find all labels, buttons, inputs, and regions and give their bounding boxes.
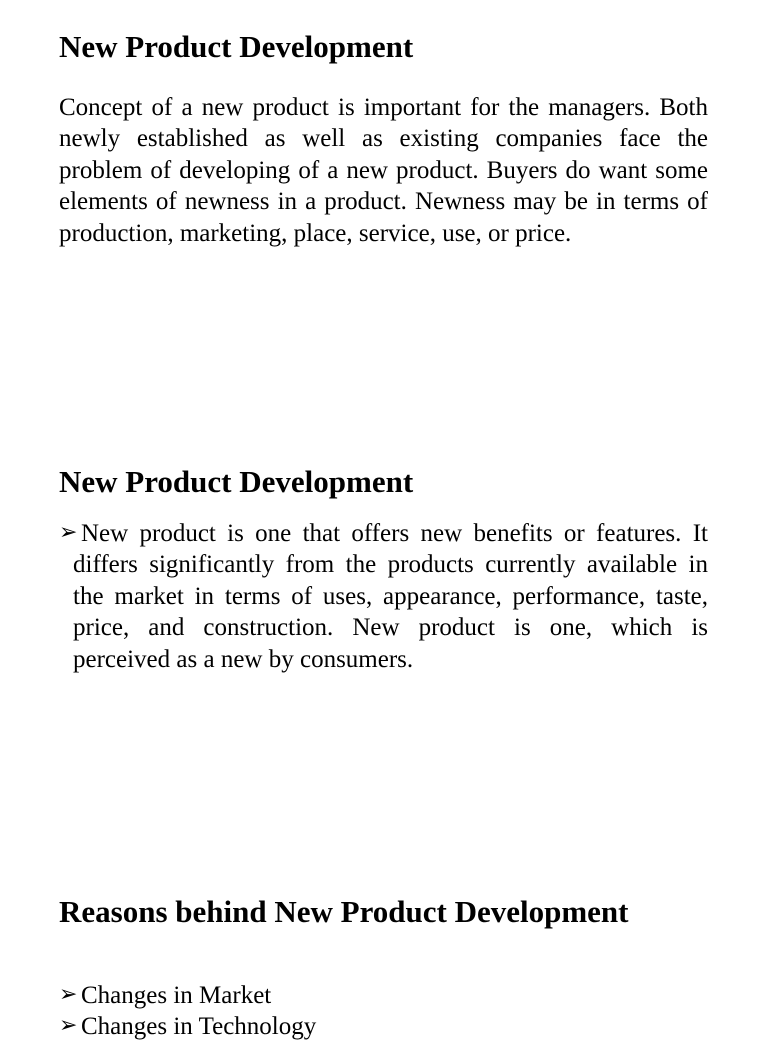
reasons-list xyxy=(59,980,316,1043)
section2-bullet xyxy=(59,518,708,675)
arrowhead-bullet-icon: ➢ xyxy=(59,1012,78,1038)
list-item-label: Changes in Market xyxy=(81,982,272,1009)
section2-bullet-text: New product is one that offers new benefits or features. It differs significantly from the products currently available in the market in terms of uses, appearance, performance, taste, price, and construction. New product is one, which is perceived as a new by consumers. xyxy=(73,520,708,673)
list-item xyxy=(59,1011,316,1042)
list-item-label: Changes in Technology xyxy=(81,1013,317,1041)
section2-title: New Product Development xyxy=(59,464,414,499)
section3-title: Reasons behind New Product Development xyxy=(59,894,629,929)
arrowhead-bullet-icon: ➢ xyxy=(59,981,78,1006)
section1-title: New Product Development xyxy=(59,29,414,64)
list-item xyxy=(59,980,316,1011)
arrowhead-bullet-icon: ➢ xyxy=(59,519,78,544)
section1-body: Concept of a new product is important for the managers. Both newly established as well as existing companies face the problem of developing of a new product. Buyers do want some elements of newness in a product. Newness may be in terms of production, marketing, place, service, use, or price. xyxy=(59,94,708,247)
